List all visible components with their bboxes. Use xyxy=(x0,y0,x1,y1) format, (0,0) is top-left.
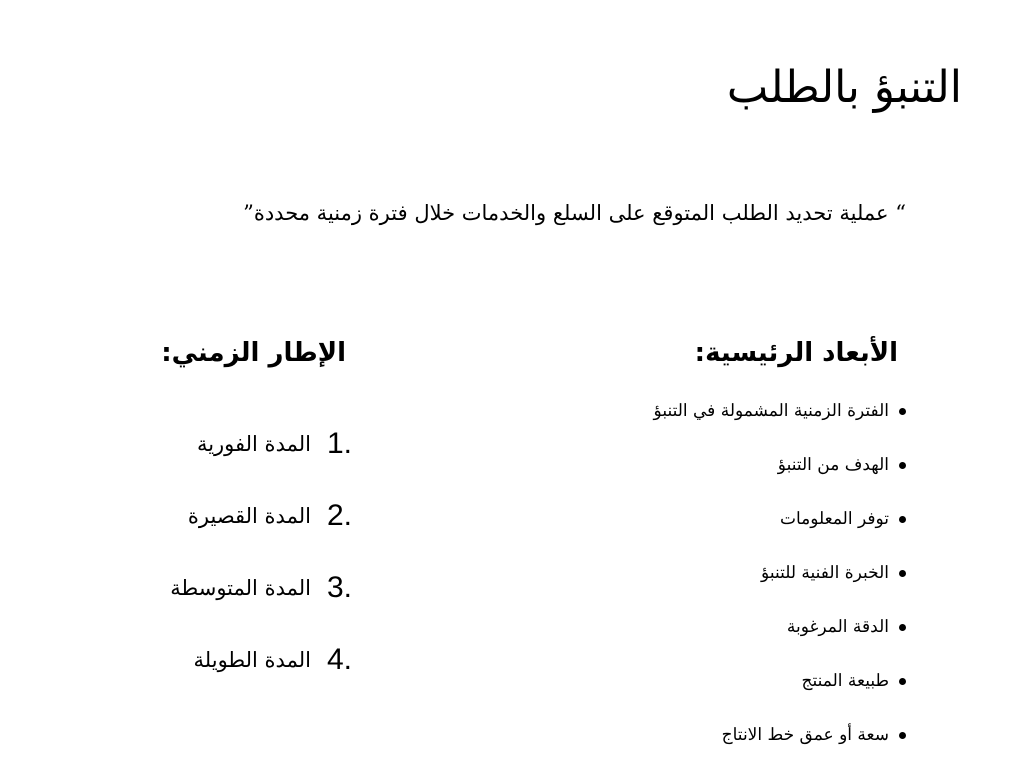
list-item xyxy=(152,552,352,624)
list-item xyxy=(486,492,906,546)
list-number: 4. xyxy=(326,643,352,676)
list-item xyxy=(152,408,352,480)
list-item xyxy=(486,708,906,762)
dimension-label: سعة أو عمق خط الانتاج xyxy=(721,725,889,745)
list-item xyxy=(486,438,906,492)
bullet-icon xyxy=(899,462,906,469)
definition-quote: “ عملية تحديد الطلب المتوقع على السلع والخدمات خلال فترة زمنية محددة” xyxy=(243,201,906,225)
list-item xyxy=(152,480,352,552)
list-item xyxy=(486,654,906,708)
dimensions-heading: الأبعاد الرئيسية: xyxy=(694,338,898,368)
list-item xyxy=(486,384,906,438)
list-item xyxy=(152,624,352,696)
bullet-icon xyxy=(899,624,906,631)
dimension-label: الدقة المرغوبة xyxy=(786,617,889,637)
list-number: 3. xyxy=(326,571,352,604)
dimension-label: توفر المعلومات xyxy=(779,509,889,529)
list-number: 1. xyxy=(326,427,352,460)
timeframe-label: المدة الطويلة xyxy=(193,648,311,672)
bullet-icon xyxy=(899,732,906,739)
dimension-label: الهدف من التنبؤ xyxy=(777,455,889,475)
list-item xyxy=(486,546,906,600)
bullet-icon xyxy=(899,408,906,415)
timeframe-label: المدة القصيرة xyxy=(187,504,311,528)
bullet-icon xyxy=(899,516,906,523)
bullet-icon xyxy=(899,678,906,685)
slide-title: التنبؤ بالطلب xyxy=(726,62,962,113)
bullet-icon xyxy=(899,570,906,577)
dimensions-list xyxy=(486,384,906,762)
list-number: 2. xyxy=(326,499,352,532)
list-item xyxy=(486,600,906,654)
dimension-label: الفترة الزمنية المشمولة في التنبؤ xyxy=(653,401,889,421)
timeframe-label: المدة الفورية xyxy=(196,432,311,456)
dimension-label: طبيعة المنتج xyxy=(801,671,889,691)
timeframe-heading: الإطار الزمني: xyxy=(161,338,346,368)
timeframe-list xyxy=(152,408,352,696)
timeframe-label: المدة المتوسطة xyxy=(170,576,311,600)
dimension-label: الخبرة الفنية للتنبؤ xyxy=(761,563,889,583)
